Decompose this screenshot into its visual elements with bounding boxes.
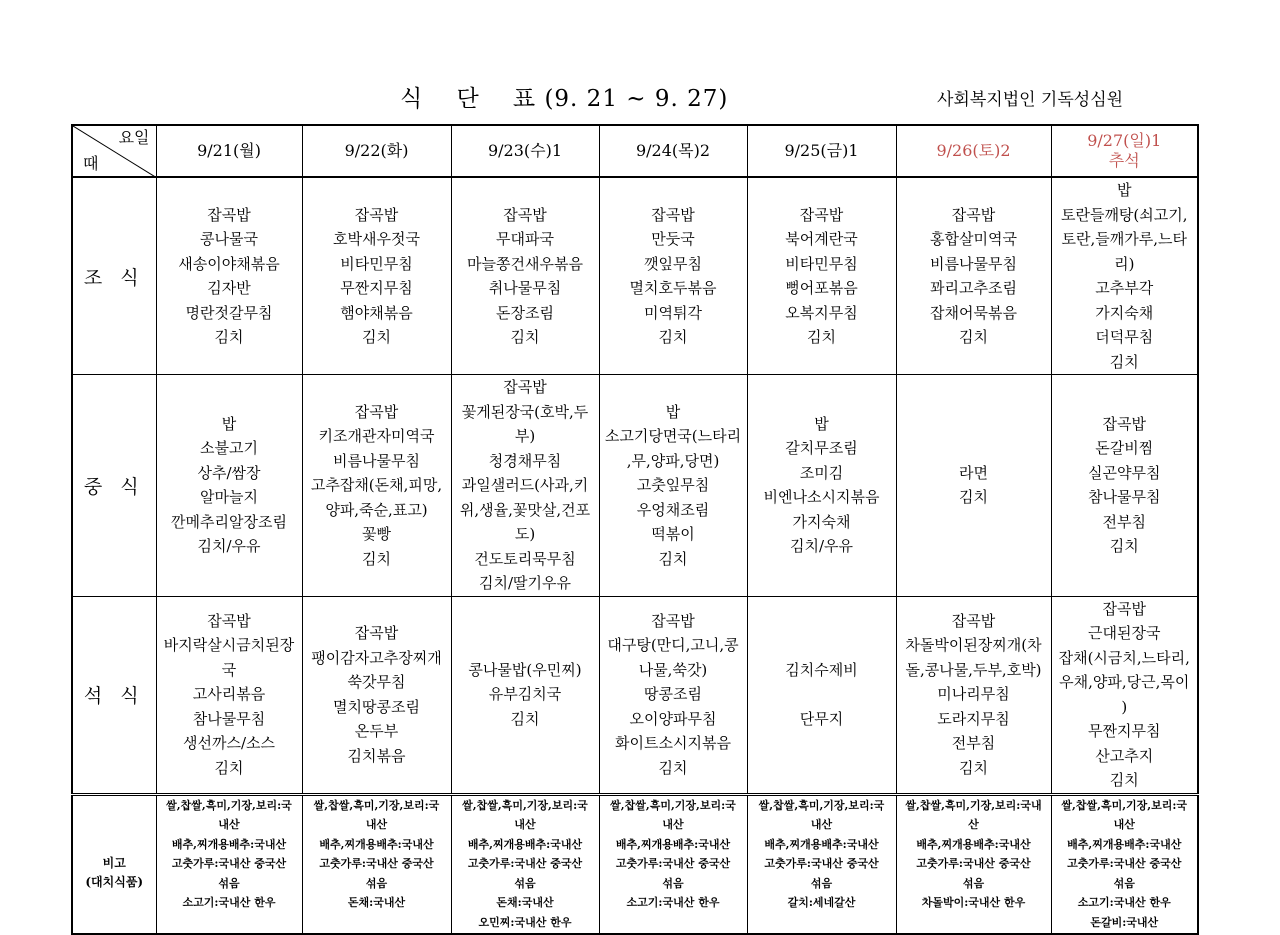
menu-item: 김치 (959, 328, 988, 346)
menu-item: 뻥어포볶음 (785, 279, 858, 297)
menu-item: 조미김 (799, 463, 844, 482)
menu-item: 섞음 (962, 876, 985, 890)
menu-item: 김치볶음 (347, 746, 406, 765)
menu-item: 잡곡밥 (354, 402, 399, 421)
menu-item: 콩나물국 (200, 230, 258, 248)
page-title: 식 단 표 (9. 21 ~ 9. 27) (400, 86, 729, 112)
menu-item: 가지숙채 (792, 512, 851, 531)
menu-item: 갈치:세네갈산 (787, 896, 856, 909)
menu-item: 미역튀각 (644, 303, 702, 322)
menu-cell (156, 596, 302, 794)
corner-cell (72, 125, 156, 177)
menu-item: 온두부 (354, 722, 399, 740)
menu-item: 참나물무침 (1088, 488, 1161, 507)
menu-item: 더덕무침 (1095, 328, 1154, 346)
day-header (1051, 125, 1198, 177)
menu-item: 섞음 (810, 876, 833, 890)
day-label: 9/23(수)1 (487, 141, 563, 160)
menu-item: 돌,콩나물,두부,호박) (905, 660, 1042, 679)
menu-cell (451, 596, 599, 794)
menu-item: 새송이야채볶음 (178, 254, 280, 273)
menu-item: 전부침 (1102, 512, 1146, 531)
menu-item: 잡곡밥 (503, 378, 547, 396)
menu-item: 김치 (658, 549, 688, 568)
day-label: 9/25(금)1 (784, 141, 859, 160)
menu-cell (302, 375, 451, 597)
day-label: 9/26(토)2 (936, 141, 1011, 160)
menu-item: 라면 (959, 463, 988, 482)
menu-item: 대구탕(만디,고니,콩 (607, 636, 739, 655)
notes-cell (1051, 794, 1198, 934)
day-header (599, 125, 747, 177)
menu-item: ) (1121, 697, 1128, 716)
menu-item: 국 (221, 660, 237, 679)
menu-item: 잡곡밥 (651, 205, 695, 224)
menu-item: 김치 (1109, 352, 1139, 371)
menu-item: 쌀,찹쌀,흑미,기장,보리:국 (610, 798, 736, 812)
menu-item: 배추,찌개용배추:국내산 (467, 837, 583, 851)
menu-item: 마늘쫑건새우볶음 (467, 254, 583, 273)
menu-item: 잡곡밥 (651, 611, 695, 630)
menu-item: 내산 (662, 818, 684, 831)
menu-item: 고춧가루:국내산 중국산 (764, 857, 879, 870)
menu-item: 잡곡밥 (951, 611, 996, 630)
menu-item: 소고기:국내산 한우 (182, 896, 276, 909)
menu-item: 고춧가루:국내산 중국산 (319, 857, 434, 870)
menu-item: 생선까스/소스 (183, 734, 275, 753)
menu-item: 돈갈비찜 (1095, 439, 1154, 458)
menu-table (71, 124, 1199, 935)
menu-item: 고춧가루:국내산 중국산 (171, 857, 287, 870)
menu-item: 우엉채조림 (636, 500, 710, 519)
menu-item: 무대파국 (496, 230, 554, 248)
menu-item: 전부침 (951, 734, 996, 753)
day-header (451, 125, 599, 177)
menu-item: 잡곡밥 (207, 205, 251, 224)
day-label: 9/24(목)2 (635, 141, 711, 160)
notes-label-line1: 비고 (102, 855, 126, 870)
menu-cell (747, 375, 896, 597)
menu-item: 김치 (658, 328, 688, 346)
menu-item: 차돌박이:국내산 한우 (921, 896, 1026, 909)
menu-cell (896, 375, 1051, 597)
corner-bottom-label: 때 (83, 154, 99, 173)
menu-item: 내산 (810, 818, 833, 831)
menu-item: 갈치무조림 (785, 439, 858, 458)
menu-item: 김치 (214, 758, 244, 777)
menu-item: 김치 (510, 328, 540, 346)
menu-item: 김치수제비 (785, 660, 858, 679)
menu-cell (747, 177, 896, 375)
menu-cell (156, 177, 302, 375)
menu-item: 쌀,찹쌀,흑미,기장,보리:국 (462, 798, 588, 812)
menu-item: 키조개관자미역국 (318, 427, 435, 445)
menu-item: 오이양파무침 (629, 709, 717, 728)
menu-item: 소고기:국내산 한우 (1077, 896, 1171, 909)
menu-item: 쑥갓무침 (347, 673, 406, 691)
menu-item: 배추,찌개용배추:국내산 (764, 837, 879, 851)
day-header (896, 125, 1051, 177)
menu-item: 비엔나소시지볶음 (763, 488, 880, 507)
menu-item: 돈채:국내산 (496, 896, 554, 909)
menu-item: 김치 (959, 488, 988, 507)
menu-cell (451, 177, 599, 375)
menu-item: 고춧가루:국내산 중국산 (615, 857, 731, 870)
menu-item: 비름나물무침 (333, 451, 420, 470)
meal-label: 조 식 (72, 177, 156, 375)
menu-item: 무짠지무침 (340, 279, 413, 297)
day-label: 9/27(일)1 (1087, 131, 1162, 150)
menu-item: 김치 (1109, 537, 1139, 556)
notes-cell (302, 794, 451, 934)
menu-cell (302, 596, 451, 794)
day-label: 9/21(월) (197, 141, 261, 160)
menu-cell (599, 596, 747, 794)
menu-item: 김치 (807, 328, 836, 346)
menu-item: 돈장조림 (496, 303, 554, 322)
menu-item: 배추,찌개용배추:국내산 (615, 837, 731, 851)
notes-cell (896, 794, 1051, 934)
menu-item: 김치/우유 (197, 537, 261, 556)
menu-item: 토란,들깨가루,느타 (1061, 230, 1187, 248)
menu-item: 꽃게된장국(호박,두 (461, 402, 589, 421)
menu-item: 비름나물무침 (930, 254, 1017, 273)
menu-cell (1051, 596, 1198, 794)
menu-item: 김자반 (207, 279, 251, 297)
menu-item: 상추/쌈장 (197, 463, 261, 482)
menu-item: 잡곡밥 (354, 624, 399, 642)
menu-item: 콩나물밥(우민찌) (468, 660, 582, 679)
menu-item: 고사리볶음 (192, 685, 266, 704)
menu-item: 꽃빵 (362, 525, 391, 543)
menu-cell (156, 375, 302, 597)
menu-item: 차돌박이된장찌개(차 (905, 636, 1042, 655)
lunch-row (72, 375, 1198, 597)
menu-item: 가지숙채 (1095, 303, 1154, 322)
menu-item: 단무지 (799, 709, 844, 728)
menu-item: 건도토리묵무침 (474, 549, 576, 568)
menu-item: 쌀,찹쌀,흑미,기장,보리:국 (758, 798, 885, 812)
menu-item: 돈갈비:국내산 (1090, 915, 1159, 929)
menu-item: 부) (514, 427, 536, 445)
menu-cell (599, 177, 747, 375)
holiday-label: 추석 (1108, 151, 1140, 170)
day-label: 9/22(화) (344, 141, 409, 160)
day-header-row (72, 125, 1198, 177)
menu-item: 고추잡채(돈채,피망, (310, 476, 443, 494)
menu-cell (1051, 177, 1198, 375)
menu-item: 쌀,찹쌀,흑미,기장,보리:국 (313, 798, 440, 812)
menu-item: 잡곡밥 (1102, 414, 1146, 433)
menu-item: 고춧가루:국내산 중국산 (1067, 857, 1182, 870)
menu-item: 잡곡밥 (503, 205, 547, 224)
menu-item: 고춧가루:국내산 중국산 (916, 857, 1031, 870)
menu-item: 내산 (365, 818, 388, 831)
day-header (156, 125, 302, 177)
menu-item: 김치 (959, 758, 988, 777)
menu-item: 취나물무침 (488, 279, 562, 297)
menu-item: 잡곡밥 (799, 205, 844, 224)
menu-item: 화이트소시지볶음 (615, 734, 731, 753)
menu-item: 청경채무침 (488, 451, 562, 470)
menu-item: 깐메추리알장조림 (171, 512, 287, 531)
notes-label-line2: (대치식품) (85, 874, 144, 889)
corner-top-label: 요일 (118, 128, 150, 147)
menu-item: 고춧잎무침 (636, 476, 710, 494)
menu-item: 김치/우유 (789, 537, 853, 556)
menu-item: 밥 (221, 414, 237, 433)
menu-item: 쌀,찹쌀,흑미,기장,보리:국 (166, 798, 292, 812)
notes-label (72, 794, 156, 934)
menu-item: 내산 (218, 818, 240, 831)
menu-item: 고춧가루:국내산 중국산 (467, 857, 583, 870)
menu-item: 호박새우젓국 (333, 230, 420, 248)
menu-item: ,무,양파,당면) (626, 451, 720, 470)
menu-item: 바지락살시금치된장 (163, 636, 295, 655)
menu-item: 비타민무침 (340, 254, 413, 273)
menu-item: 꽈리고추조림 (930, 279, 1017, 297)
menu-item: 배추,찌개용배추:국내산 (171, 837, 287, 851)
menu-item: 리) (1114, 254, 1135, 273)
menu-item: 섞음 (1113, 876, 1135, 890)
menu-item: 우채,양파,당근,목이 (1059, 673, 1190, 691)
menu-item: 유부김치국 (488, 685, 562, 704)
menu-item: 땅콩조림 (644, 685, 702, 704)
day-header (747, 125, 896, 177)
menu-item: 섞음 (218, 876, 240, 890)
day-header (302, 125, 451, 177)
menu-item: 밥 (1117, 181, 1132, 199)
menu-item: 햄야채볶음 (340, 303, 413, 322)
menu-item: 내산 (514, 818, 536, 831)
menu-item: 섞음 (365, 876, 388, 890)
menu-item: 밥 (665, 402, 681, 421)
menu-item: 김치/딸기우유 (479, 574, 571, 592)
organization-name: 사회복지법인 기독성심원 (937, 90, 1124, 110)
menu-item: 실곤약무침 (1088, 463, 1161, 482)
menu-item: 김치 (362, 549, 391, 568)
menu-item: 잡곡밥 (207, 611, 251, 630)
menu-item: 김치 (1109, 771, 1139, 789)
menu-item: 김치 (658, 758, 688, 777)
menu-item: 잡곡밥 (1102, 599, 1146, 618)
menu-item: 만둣국 (651, 230, 695, 248)
menu-item: 오복지무침 (785, 303, 858, 322)
menu-item: 팽이감자고추장찌개 (311, 648, 442, 667)
menu-item: 명란젓갈무침 (185, 303, 273, 322)
menu-cell (451, 375, 599, 597)
menu-item: 김치 (362, 328, 391, 346)
menu-item: 토란들깨탕(쇠고기, (1060, 205, 1188, 224)
menu-item: 김치 (510, 709, 540, 728)
menu-item: 섞음 (662, 876, 684, 890)
menu-item: 과일샐러드(사과,키 (461, 476, 589, 494)
menu-item: 나물,쑥갓) (638, 660, 708, 679)
menu-item: 홍합살미역국 (930, 230, 1017, 248)
menu-item: 잡곡밥 (951, 205, 996, 224)
menu-item: 참나물무침 (192, 709, 266, 728)
menu-item: 깻잎무침 (644, 254, 702, 273)
menu-item: 쌀,찹쌀,흑미,기장,보리:국내 (905, 798, 1042, 812)
notes-cell (156, 794, 302, 934)
menu-item: 멸치땅콩조림 (333, 697, 420, 716)
menu-item: 섞음 (514, 876, 536, 890)
menu-item: 산 (968, 818, 979, 831)
notes-row (72, 794, 1198, 934)
menu-item: 북어계란국 (785, 230, 858, 248)
menu-item: 산고추지 (1095, 746, 1154, 765)
menu-item: 알마늘지 (200, 488, 258, 507)
menu-item: 소고기당면국(느타리 (604, 427, 742, 445)
menu-item: 양파,죽순,표고) (325, 500, 428, 519)
menu-item: 떡볶이 (651, 525, 695, 543)
menu-item: 무짠지무침 (1088, 722, 1161, 740)
meal-label: 중 식 (72, 375, 156, 597)
notes-cell (451, 794, 599, 934)
menu-cell (747, 596, 896, 794)
menu-item: 근대된장국 (1088, 624, 1161, 642)
menu-item: 잡채어묵볶음 (930, 303, 1017, 322)
menu-item: 김치 (214, 328, 244, 346)
menu-item: 오민찌:국내산 한우 (478, 915, 572, 929)
menu-item: 도) (514, 525, 536, 543)
menu-item: 고추부각 (1095, 279, 1154, 297)
menu-item: 잡채(시금치,느타리, (1058, 648, 1190, 667)
menu-item: 소불고기 (200, 439, 258, 458)
menu-item: 위,생율,꽃맛살,건포 (459, 500, 591, 519)
menu-item: 소고기:국내산 한우 (626, 896, 720, 909)
menu-cell (302, 177, 451, 375)
menu-item: 잡곡밥 (354, 205, 399, 224)
menu-item: 배추,찌개용배추:국내산 (1067, 837, 1182, 851)
menu-item: 멸치호두볶음 (629, 279, 717, 297)
meal-label: 석 식 (72, 596, 156, 794)
menu-item: 내산 (1113, 818, 1135, 831)
menu-item: 도라지무침 (937, 709, 1010, 728)
menu-item (748, 682, 896, 707)
menu-item: 배추,찌개용배추:국내산 (916, 837, 1031, 851)
notes-cell (747, 794, 896, 934)
breakfast-row (72, 177, 1198, 375)
menu-item: 쌀,찹쌀,흑미,기장,보리:국 (1061, 798, 1188, 812)
menu-cell (896, 177, 1051, 375)
menu-item: 배추,찌개용배추:국내산 (319, 837, 434, 851)
menu-item: 미나리무침 (937, 685, 1010, 704)
menu-cell (599, 375, 747, 597)
menu-item: 돈채:국내산 (347, 896, 406, 909)
menu-cell (1051, 375, 1198, 597)
notes-cell (599, 794, 747, 934)
menu-item: 비타민무침 (785, 254, 858, 273)
dinner-row (72, 596, 1198, 794)
menu-item: 밥 (814, 414, 829, 433)
menu-cell (896, 596, 1051, 794)
